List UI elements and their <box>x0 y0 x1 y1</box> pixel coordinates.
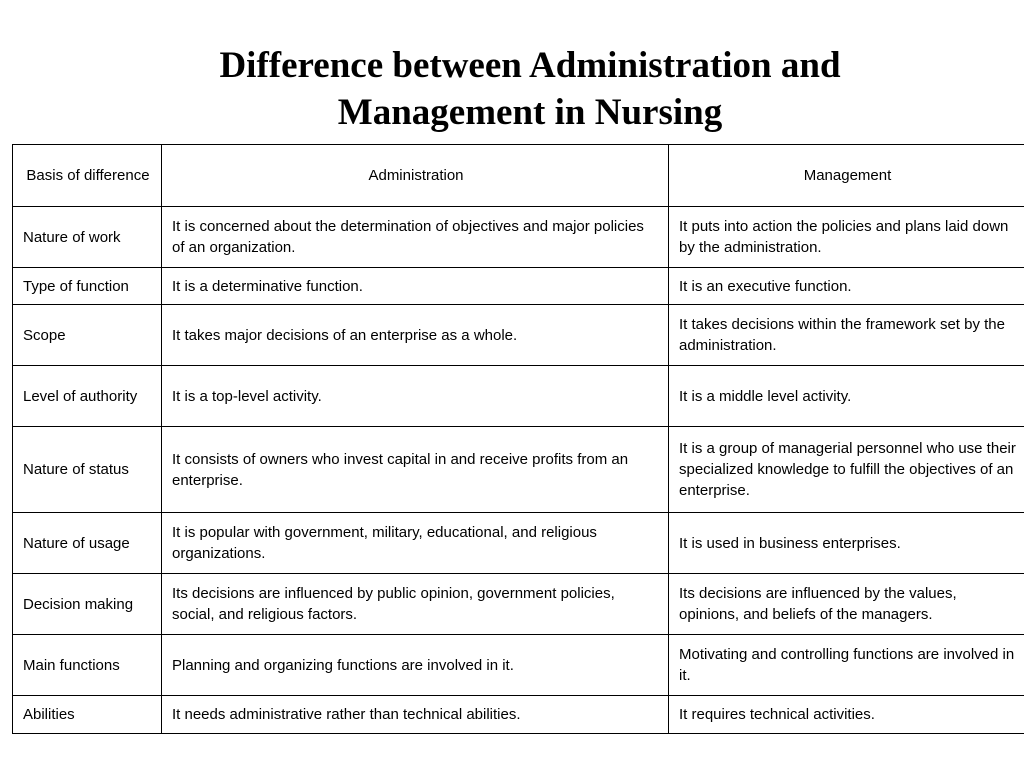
management-cell: Its decisions are influenced by the values, opinions, and beliefs of the managers. <box>669 574 1024 635</box>
administration-cell: It consists of owners who invest capital in and receive profits from an enterprise. <box>162 427 669 513</box>
administration-cell: Its decisions are influenced by public opinion, government policies, social, and religious factors. <box>162 574 669 635</box>
management-cell: It takes decisions within the framework set by the administration. <box>669 305 1024 366</box>
management-cell: Motivating and controlling functions are involved in it. <box>669 635 1024 696</box>
table-row <box>13 207 1024 268</box>
table-row <box>13 696 1024 734</box>
table-row <box>13 635 1024 696</box>
administration-cell: It needs administrative rather than technical abilities. <box>162 696 669 734</box>
basis-cell: Level of authority <box>13 366 162 427</box>
basis-cell: Type of function <box>13 268 162 305</box>
basis-cell: Decision making <box>13 574 162 635</box>
management-cell: It is a group of managerial personnel who use their specialized knowledge to fulfill the objectives of an enterprise. <box>669 427 1024 513</box>
slide-title <box>0 42 1024 136</box>
management-cell: It is an executive function. <box>669 268 1024 305</box>
header-basis: Basis of difference <box>13 145 162 207</box>
management-cell: It puts into action the policies and plans laid down by the administration. <box>669 207 1024 268</box>
management-cell: It requires technical activities. <box>669 696 1024 734</box>
table-row <box>13 574 1024 635</box>
slide-title-line-1: Difference between Administration and <box>219 45 841 86</box>
administration-cell: It is popular with government, military, educational, and religious organizations. <box>162 513 669 574</box>
basis-cell: Scope <box>13 305 162 366</box>
basis-cell: Nature of work <box>13 207 162 268</box>
administration-cell: It is a determinative function. <box>162 268 669 305</box>
basis-cell: Nature of status <box>13 427 162 513</box>
administration-cell: It is a top-level activity. <box>162 366 669 427</box>
table-row <box>13 268 1024 305</box>
administration-cell: It is concerned about the determination of objectives and major policies of an organization. <box>162 207 669 268</box>
table-row <box>13 427 1024 513</box>
header-management: Management <box>669 145 1024 207</box>
table-row <box>13 513 1024 574</box>
management-cell: It is a middle level activity. <box>669 366 1024 427</box>
basis-cell: Main functions <box>13 635 162 696</box>
table-row <box>13 305 1024 366</box>
slide-title-line-2: Management in Nursing <box>337 92 723 133</box>
administration-cell: Planning and organizing functions are involved in it. <box>162 635 669 696</box>
basis-cell: Abilities <box>13 696 162 734</box>
comparison-table <box>12 144 1024 734</box>
table-header-row <box>13 145 1024 207</box>
administration-cell: It takes major decisions of an enterprise as a whole. <box>162 305 669 366</box>
basis-cell: Nature of usage <box>13 513 162 574</box>
table-row <box>13 366 1024 427</box>
header-administration: Administration <box>162 145 669 207</box>
management-cell: It is used in business enterprises. <box>669 513 1024 574</box>
